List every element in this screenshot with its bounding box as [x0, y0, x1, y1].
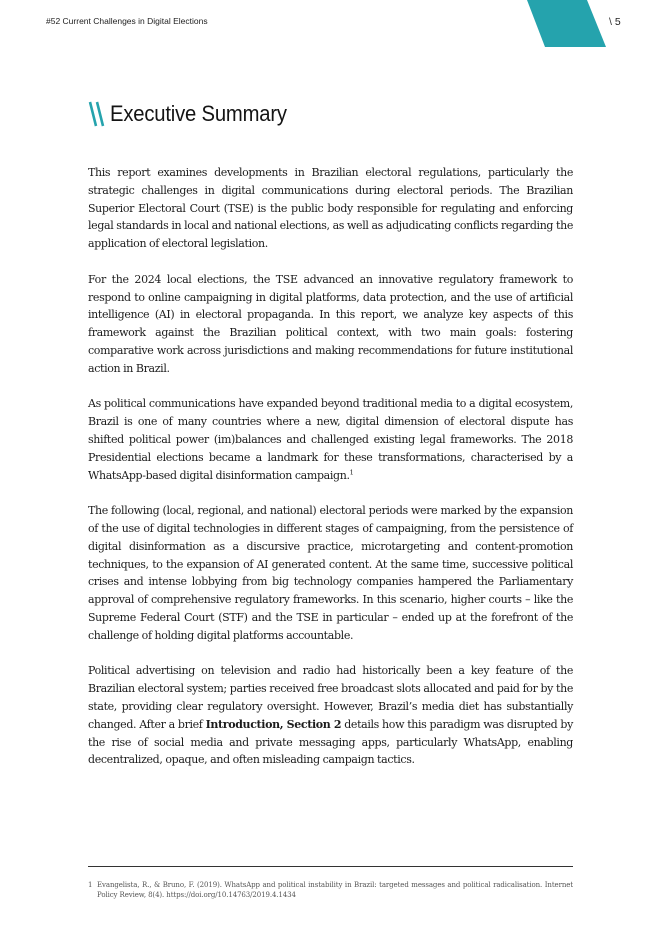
section-heading [88, 100, 302, 128]
page-number-value: 5 [614, 16, 621, 28]
page-number-separator: \ [609, 16, 612, 28]
paragraph-2: For the 2024 local elections, the TSE advanced an innovative regulatory framework to respond to online campaigning in digital platforms, data protection, and the use of artificial intelligence (AI) in electoral propaganda. In this report, we analyze key aspects of this framework against the Brazilian political context, with two main goals: fostering comparative work across jurisdictions and making recommendations for future institutional action in Brazil. [88, 272, 573, 375]
footnote-reference[interactable]: 1 [349, 467, 354, 476]
section-cross-reference: Introduction, Section 2 [205, 717, 342, 731]
footnote-divider [88, 866, 573, 867]
paragraph-5 [88, 662, 573, 769]
paragraph-1: This report examines developments in Brazilian electoral regulations, particularly the strategic challenges in digital communications during electoral periods. The Brazilian Superior Electoral Court (TSE) is the public body responsible for regulating and enforcing legal standards in local and national elections, as well as adjudicating conflicts regarding the application of electoral legislation. [88, 166, 573, 251]
page-number [609, 16, 621, 28]
paragraph-4: The following (local, regional, and national) electoral periods were marked by the expansion of the use of digital technologies in different stages of campaigning, from the persistence of digital disinformation as a discursive practice, microtargeting and content-promotion techniques, to the expansion of AI generated content. At the same time, successive political crises and intense lobbying from big technology companies hampered the Parliamentary approval of comprehensive regulatory frameworks. In this scenario, higher courts – like the Supreme Federal Court (STF) and the TSE in particular – ended up at the forefront of the challenge of holding digital platforms accountable. [88, 504, 573, 642]
footnote-text: Evangelista, R., & Bruno, F. (2019). WhatsApp and political instability in Brazil: targeted messages and political radicalisation. Internet Policy Review, 8(4). https://doi.org/10.14763/2019.4.1434 [97, 881, 573, 899]
paragraph-5-text-end: details how this paradigm was disrupted by the rise of social media and private messaging apps, particularly WhatsApp, enabling decentralized, opaque, and often misleading campaign tactics. [88, 717, 573, 767]
footnote-number: 1 [88, 881, 93, 889]
running-header-title: #52 Current Challenges in Digital Elections [46, 16, 208, 26]
paragraph-3 [88, 395, 573, 484]
body-text [88, 164, 573, 787]
double-slash-icon [88, 100, 106, 128]
section-title: Executive Summary [110, 101, 287, 126]
paragraph-3-text: As political communications have expanded beyond traditional media to a digital ecosystem, Brazil is one of many countries where a new, digital dimension of electoral dispute has shifted political power (im)balances and challenged existing legal frameworks. The 2018 Presidential elections became a landmark for these transformations, characterised by a WhatsApp-based digital disinformation campaign. [88, 397, 573, 482]
footnote-1 [88, 880, 573, 900]
header-accent-shape [527, 0, 607, 47]
paragraph-5-text-start: Political advertising on television and radio had historically been a key feature of the Brazilian electoral system; parties received free broadcast slots allocated and paid for by the state, providing clear regulatory oversight. However, Brazil’s media diet has substantially changed. After a brief [88, 664, 573, 731]
